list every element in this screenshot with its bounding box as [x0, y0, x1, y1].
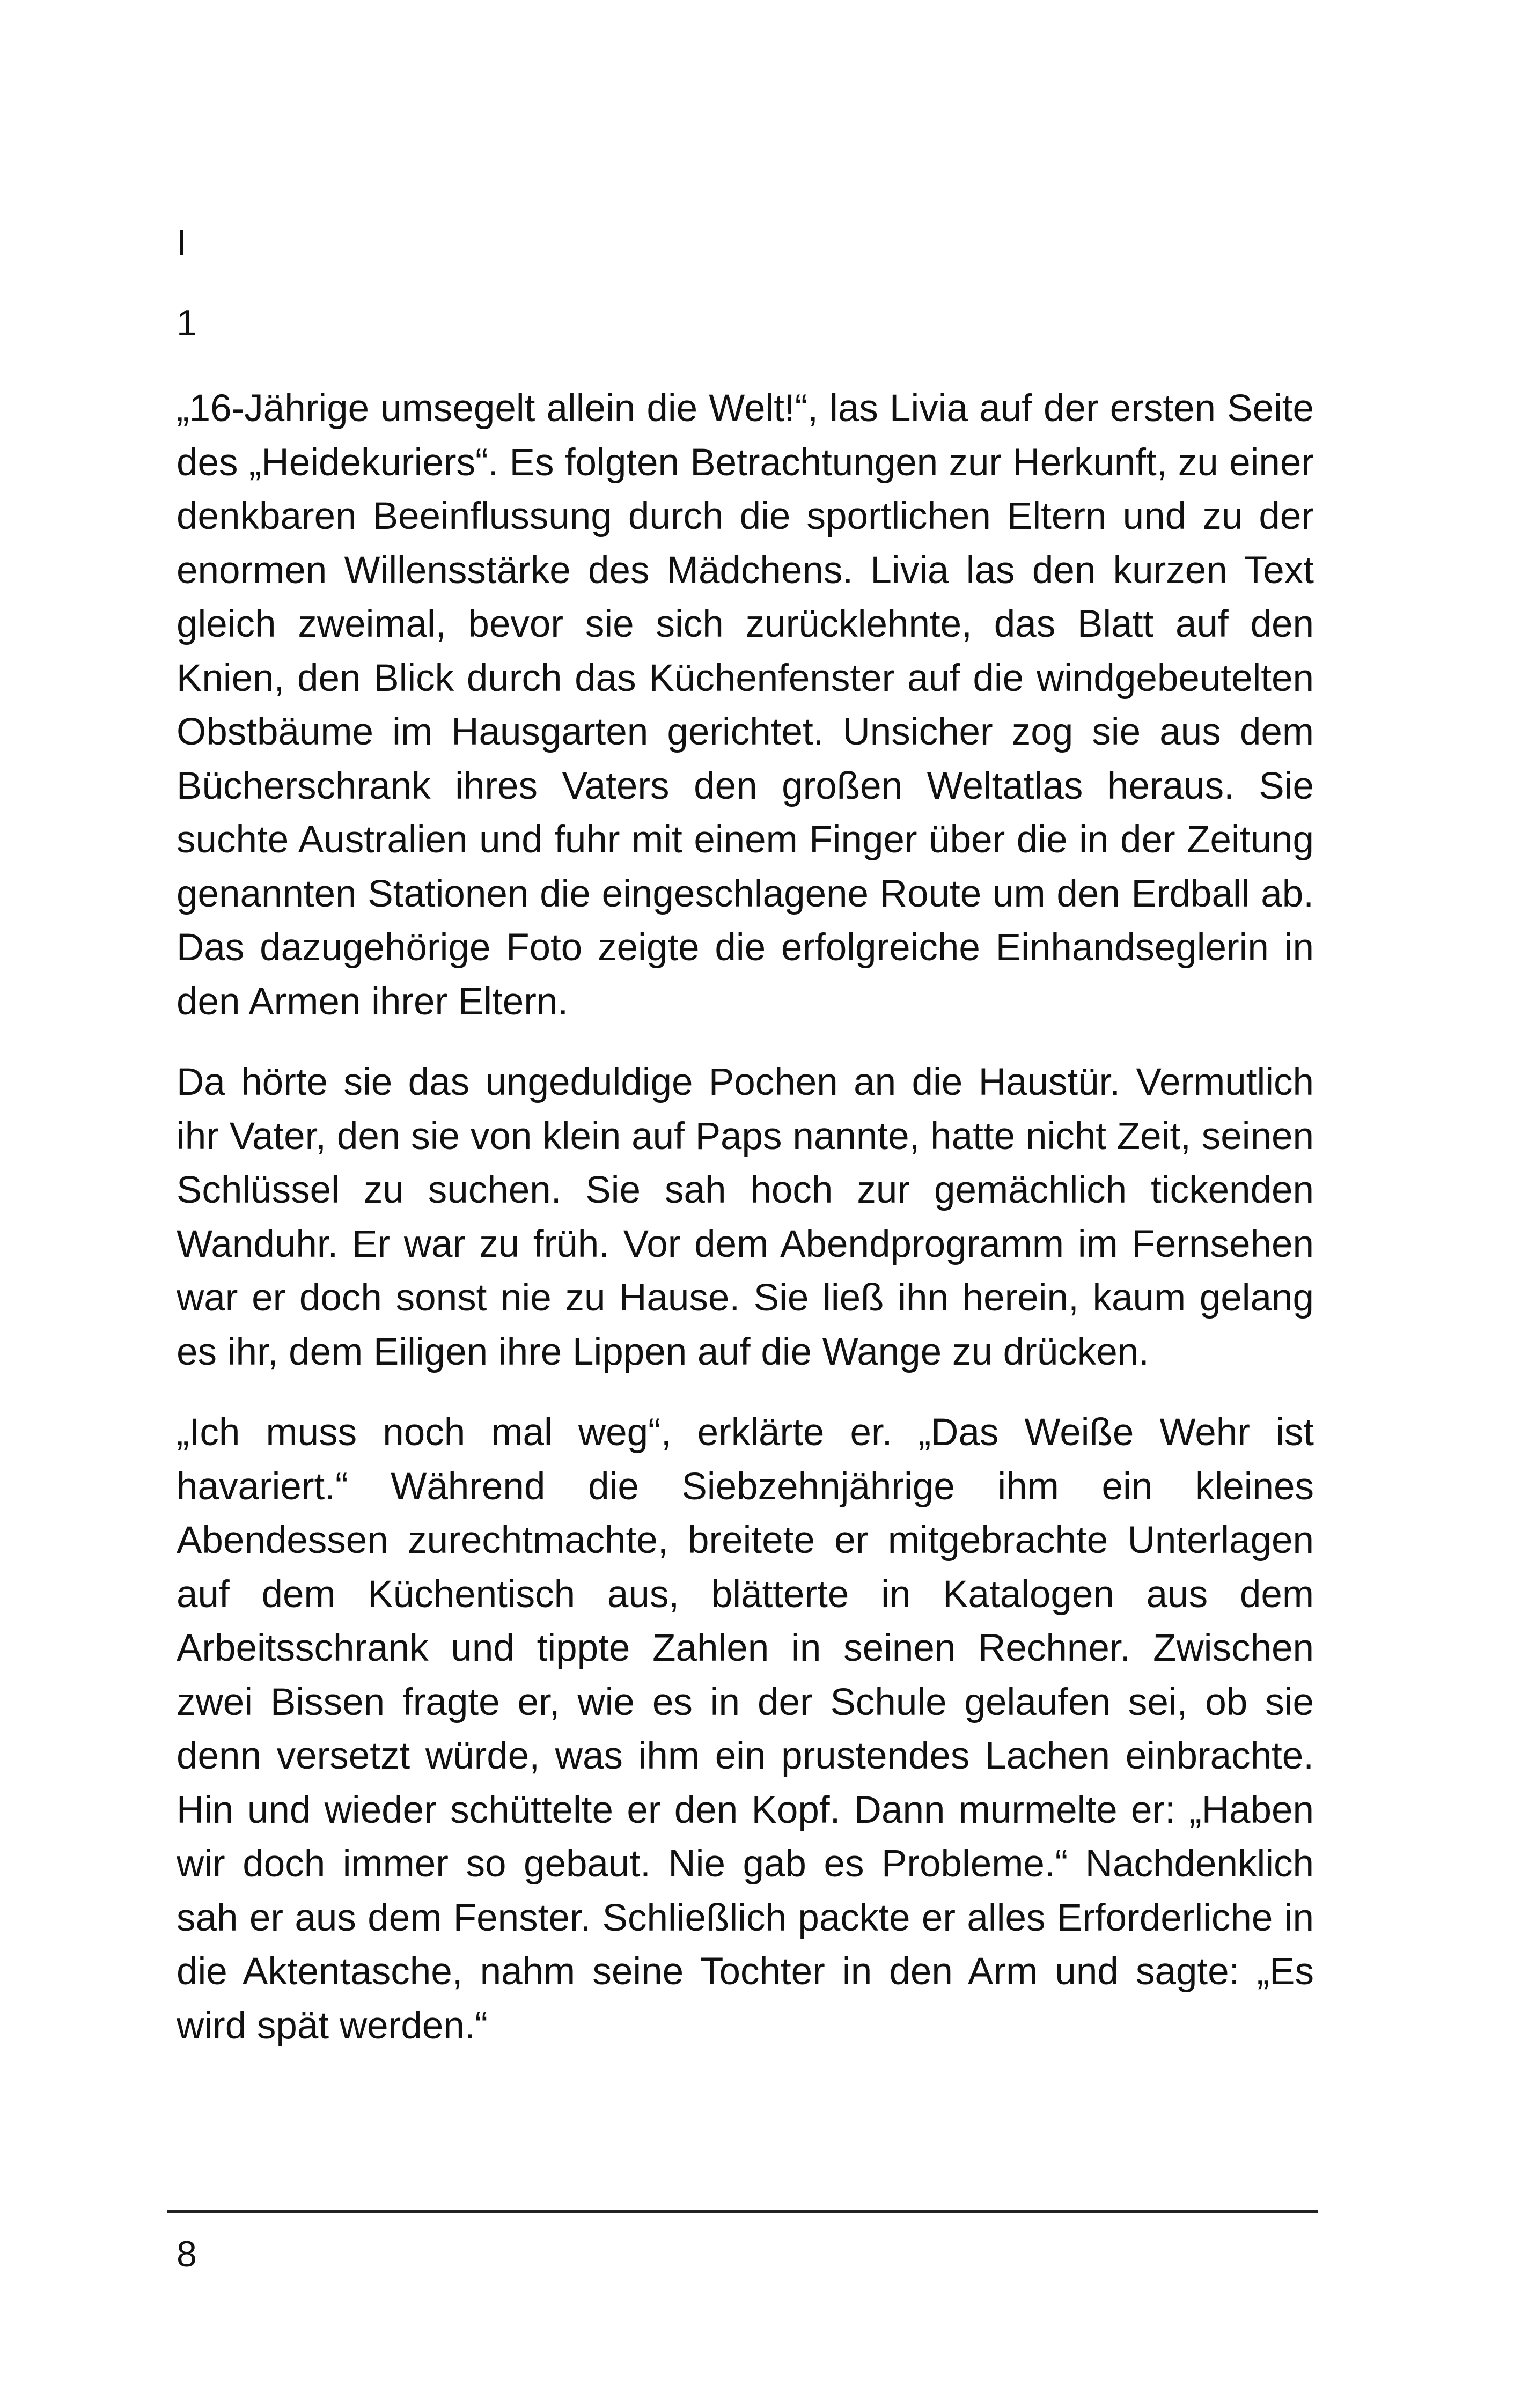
paragraph-3: „Ich muss noch mal weg“, erklärte er. „Das Weiße Wehr ist havariert.“ Während die Siebzehnjährige ihm ein kleines Abendessen zurechtmachte, breitete er mitgebrachte Unterlagen auf dem Küchentisch aus, blätterte in Katalogen aus dem Arbeitsschrank und tippte Zahlen in seinen Rechner. Zwischen zwei Bissen fragte er, wie es in der Schule gelaufen sei, ob sie denn versetzt würde, was ihm ein prustendes Lachen einbrachte. Hin und wieder schüttelte er den Kopf. Dann murmelte er: „Haben wir doch immer so gebaut. Nie gab es Probleme.“ Nachdenklich sah er aus dem Fenster. Schließlich packte er alles Erforderliche in die Aktentasche, nahm seine Tochter in den Arm und sagte: „Es wird spät werden.“ — [177, 1411, 1314, 2047]
part-heading: I — [177, 222, 187, 263]
body-text — [177, 382, 1314, 2080]
page-number: 8 — [177, 2234, 197, 2274]
footer-rule — [167, 2210, 1318, 2213]
paragraph-1: „16-Jährige umsegelt allein die Welt!“, las Livia auf der ersten Seite des „Heidekuriers“. Es folgten Betrachtungen zur Herkunft, zu einer denkbaren Beeinflussung durch die sportlichen Eltern und zu der enormen Willensstärke des Mädchens. Livia las den kurzen Text gleich zweimal, bevor sie sich zurücklehnte, das Blatt auf den Knien, den Blick durch das Küchenfenster auf die windgebeutelten Obstbäume im Hausgarten gerichtet. Unsicher zog sie aus dem Bücherschrank ihres Vaters den großen Weltatlas heraus. Sie suchte Australien und fuhr mit einem Finger über die in der Zeitung genannten Stationen die eingeschlagene Route um den Erdball ab. Das dazugehörige Foto zeigte die erfolgreiche Einhandseglerin in den Armen ihrer Eltern. — [177, 387, 1314, 1023]
paragraph-2: Da hörte sie das ungeduldige Pochen an die Haustür. Vermutlich ihr Vater, den sie von klein auf Paps nannte, hatte nicht Zeit, seinen Schlüssel zu suchen. Sie sah hoch zur gemächlich tickenden Wanduhr. Er war zu früh. Vor dem Abendprogramm im Fernsehen war er doch sonst nie zu Hause. Sie ließ ihn herein, kaum gelang es ihr, dem Eiligen ihre Lippen auf die Wange zu drücken. — [177, 1061, 1314, 1373]
chapter-heading: 1 — [177, 303, 197, 343]
